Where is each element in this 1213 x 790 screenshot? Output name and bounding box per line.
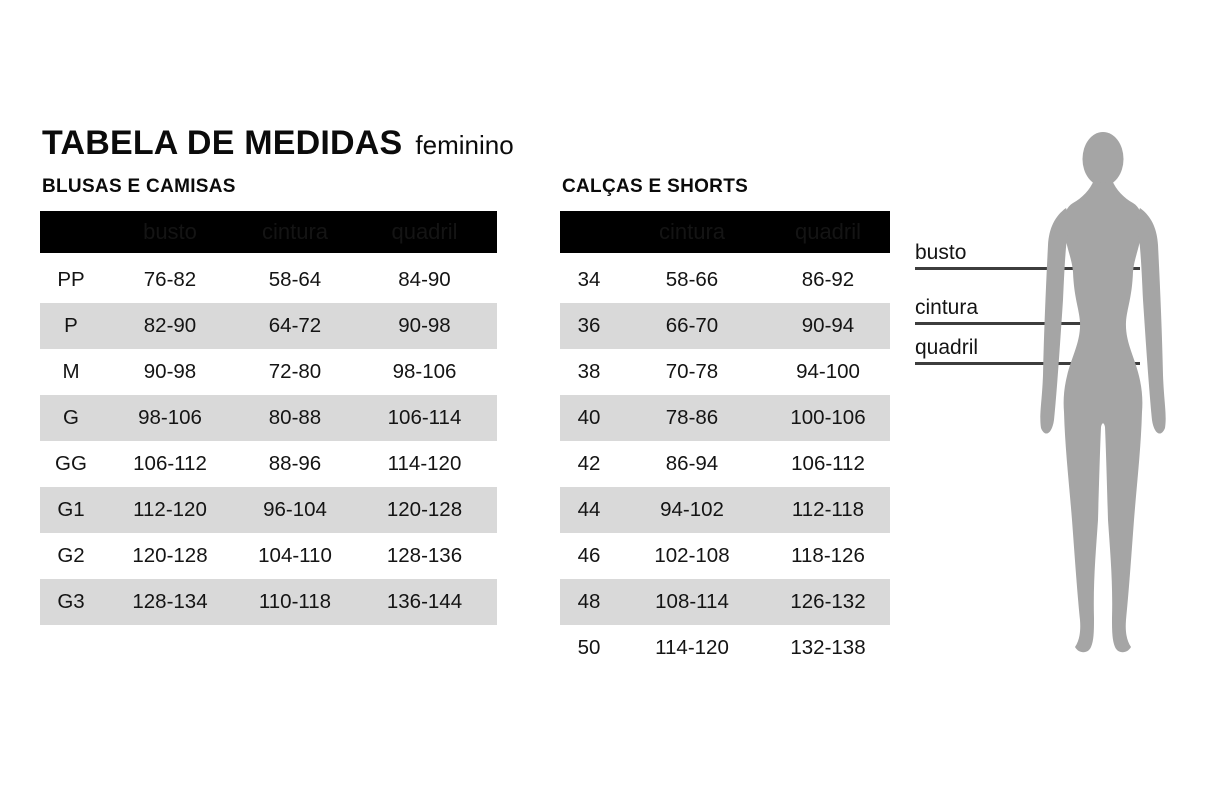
calcas-heading: CALÇAS E SHORTS (562, 176, 749, 197)
measurement-value: 66-70 (665, 314, 719, 337)
column-header-quadril: quadril (391, 219, 458, 244)
measurement-value: 120-128 (386, 498, 463, 521)
size-label: 42 (577, 452, 601, 475)
measurement-value: 100-106 (790, 406, 866, 429)
female-body-silhouette-icon (1028, 130, 1178, 660)
size-label: G2 (57, 544, 85, 567)
table-row (40, 441, 497, 487)
size-label: G (63, 406, 79, 429)
table-row (560, 487, 890, 533)
size-label: 36 (577, 314, 601, 337)
size-label: G3 (57, 590, 85, 613)
busto-label: busto (915, 241, 967, 264)
size-label: M (62, 360, 80, 383)
table-row (40, 395, 497, 441)
measurement-value: 106-112 (791, 452, 865, 475)
measurement-value: 98-106 (392, 360, 457, 383)
size-label: 44 (577, 498, 601, 521)
measurement-value: 90-98 (143, 360, 197, 383)
calcas-table (560, 211, 890, 671)
measurement-value: 128-136 (386, 544, 463, 567)
table-row (560, 533, 890, 579)
measurement-value: 76-82 (143, 268, 197, 291)
measurement-value: 64-72 (268, 314, 322, 337)
measurement-value: 78-86 (665, 406, 719, 429)
table-row (560, 625, 890, 671)
measurement-value: 132-138 (790, 636, 866, 659)
size-label: 38 (577, 360, 601, 383)
size-label: 50 (577, 636, 601, 659)
cintura-label: cintura (915, 296, 979, 319)
measurement-value: 88-96 (268, 452, 322, 475)
blusas-table (40, 211, 497, 625)
table-row (40, 349, 497, 395)
page-title-row (42, 124, 514, 163)
quadril-label: quadril (915, 336, 979, 359)
measurement-value: 90-94 (801, 314, 855, 337)
table-row (560, 395, 890, 441)
size-label: GG (55, 452, 87, 475)
measurement-value: 110-118 (258, 590, 332, 613)
measurement-value: 90-98 (398, 314, 451, 337)
column-header-quadril: quadril (794, 219, 862, 244)
measurement-value: 114-120 (655, 636, 729, 659)
column-header-busto: busto (143, 219, 197, 244)
measurement-value: 58-64 (268, 268, 322, 291)
measurement-value: 96-104 (263, 498, 327, 521)
measurement-value: 118-126 (791, 544, 865, 567)
measurement-value: 112-120 (133, 498, 207, 521)
size-label: 48 (577, 590, 601, 613)
measurement-value: 108-114 (655, 590, 729, 613)
measurement-value: 126-132 (790, 590, 866, 613)
table-row (560, 349, 890, 395)
table-row (560, 441, 890, 487)
measurement-value: 94-100 (796, 360, 860, 383)
size-label: 34 (577, 268, 601, 291)
measurement-value: 128-134 (132, 590, 208, 613)
size-label: G1 (57, 498, 85, 521)
table-row (40, 303, 497, 349)
measurement-value: 98-106 (138, 406, 202, 429)
measurement-value: 106-112 (133, 452, 207, 475)
size-label: P (64, 314, 78, 337)
column-header-cintura: cintura (261, 219, 329, 244)
measurement-value: 136-144 (386, 590, 463, 613)
blusas-heading: BLUSAS E CAMISAS (42, 176, 236, 197)
measurement-value: 84-90 (398, 268, 451, 291)
table-row (560, 257, 890, 303)
measurement-value: 120-128 (132, 544, 208, 567)
measurement-value: 106-114 (387, 406, 462, 429)
table-header-row (40, 211, 497, 253)
measurement-value: 82-90 (143, 314, 197, 337)
table-row (40, 579, 497, 625)
size-label: 46 (577, 544, 601, 567)
measurement-value: 70-78 (665, 360, 719, 383)
table-row (40, 257, 497, 303)
page-subtitle: feminino (415, 130, 514, 160)
size-label: PP (57, 268, 85, 291)
table-row (40, 487, 497, 533)
measurement-value: 72-80 (268, 360, 322, 383)
measurement-value: 112-118 (791, 498, 865, 521)
table-header-row (560, 211, 890, 253)
page-title: TABELA DE MEDIDAS (42, 124, 403, 162)
measurement-value: 114-120 (387, 452, 462, 475)
measurement-value: 80-88 (268, 406, 322, 429)
table-row (40, 533, 497, 579)
table-row (560, 303, 890, 349)
measurement-value: 104-110 (258, 544, 332, 567)
measurement-value: 86-94 (665, 452, 719, 475)
measurement-value: 58-66 (665, 268, 719, 291)
measurement-value: 102-108 (654, 544, 730, 567)
measurement-value: 86-92 (801, 268, 855, 291)
measurement-value: 94-102 (660, 498, 724, 521)
table-row (560, 579, 890, 625)
column-header-cintura: cintura (658, 219, 726, 244)
size-label: 40 (577, 406, 601, 429)
